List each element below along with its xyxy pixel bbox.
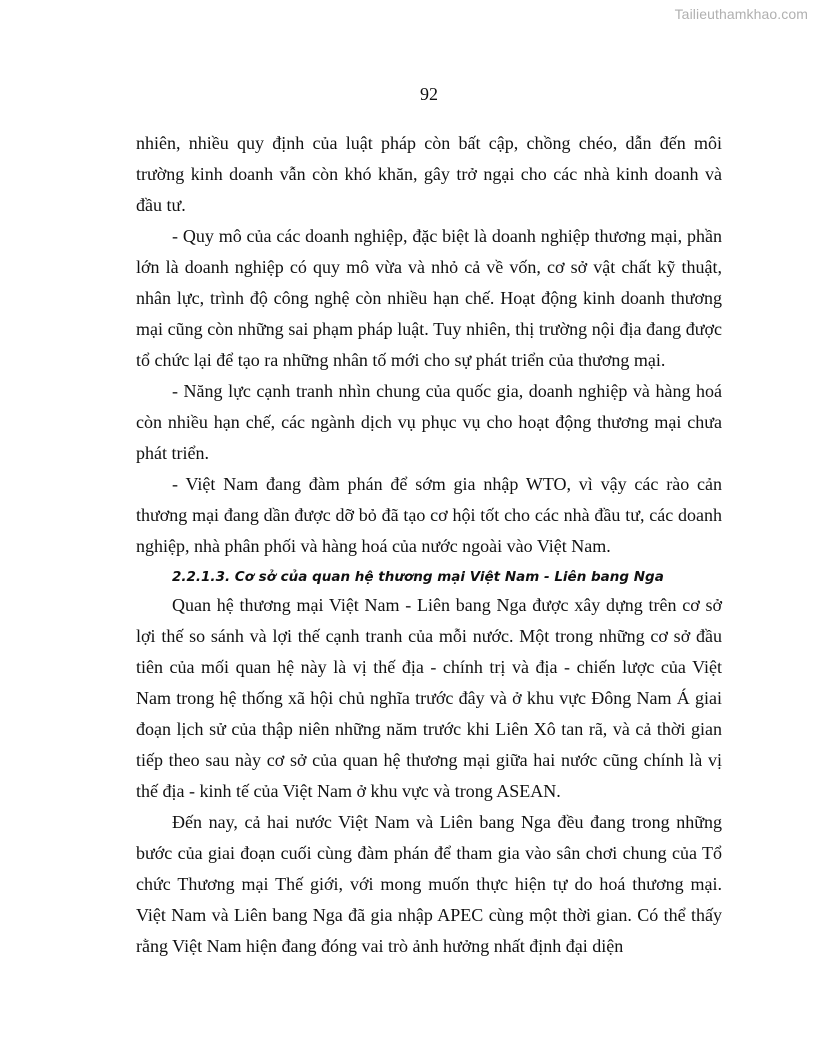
document-body <box>136 128 722 962</box>
paragraph: - Việt Nam đang đàm phán để sớm gia nhập WTO, vì vậy các rào cản thương mại đang dần được dỡ bỏ đã tạo cơ hội tốt cho các nhà đầu tư, các doanh nghiệp, nhà phân phối và hàng hoá của nước ngoài vào Việt Nam. <box>136 474 722 556</box>
paragraph: Quan hệ thương mại Việt Nam - Liên bang Nga được xây dựng trên cơ sở lợi thế so sánh và lợi thế cạnh tranh của mỗi nước. Một trong những cơ sở đầu tiên của mối quan hệ này là vị thế địa - chính trị và địa - chiến lược của Việt Nam trong hệ thống xã hội chủ nghĩa trước đây và ở khu vực Đông Nam Á giai đoạn lịch sử của thập niên những năm trước khi Liên Xô tan rã, và cả thời gian tiếp theo sau này cơ sở của quan hệ thương mại giữa hai nước cũng chính là vị thế địa - kinh tế của Việt Nam ở khu vực và trong ASEAN. <box>136 595 722 801</box>
section-heading: 2.2.1.3. Cơ sở của quan hệ thương mại Việt Nam - Liên bang Nga <box>172 569 664 585</box>
paragraph: nhiên, nhiều quy định của luật pháp còn bất cập, chồng chéo, dẫn đến môi trường kinh doanh vẫn còn khó khăn, gây trở ngại cho các nhà kinh doanh và đầu tư. <box>136 133 722 215</box>
paragraph: - Quy mô của các doanh nghiệp, đặc biệt là doanh nghiệp thương mại, phần lớn là doanh nghiệp có quy mô vừa và nhỏ cả về vốn, cơ sở vật chất kỹ thuật, nhân lực, trình độ công nghệ còn nhiều hạn chế. Hoạt động kinh doanh thương mại cũng còn những sai phạm pháp luật. Tuy nhiên, thị trường nội địa đang được tổ chức lại để tạo ra những nhân tố mới cho sự phát triển của thương mại. <box>136 226 722 370</box>
paragraph: - Năng lực cạnh tranh nhìn chung của quốc gia, doanh nghiệp và hàng hoá còn nhiều hạn chế, các ngành dịch vụ phục vụ cho hoạt động thương mại chưa phát triển. <box>136 381 722 463</box>
page-number: 92 <box>420 84 438 104</box>
paragraph: Đến nay, cả hai nước Việt Nam và Liên bang Nga đều đang trong những bước của giai đoạn cuối cùng đàm phán để tham gia vào sân chơi chung của Tổ chức Thương mại Thế giới, với mong muốn thực hiện tự do hoá thương mại. Việt Nam và Liên bang Nga đã gia nhập APEC cùng một thời gian. Có thể thấy rằng Việt Nam hiện đang đóng vai trò ảnh hưởng nhất định đại diện <box>136 812 722 956</box>
watermark: Tailieuthamkhao.com <box>674 6 808 22</box>
